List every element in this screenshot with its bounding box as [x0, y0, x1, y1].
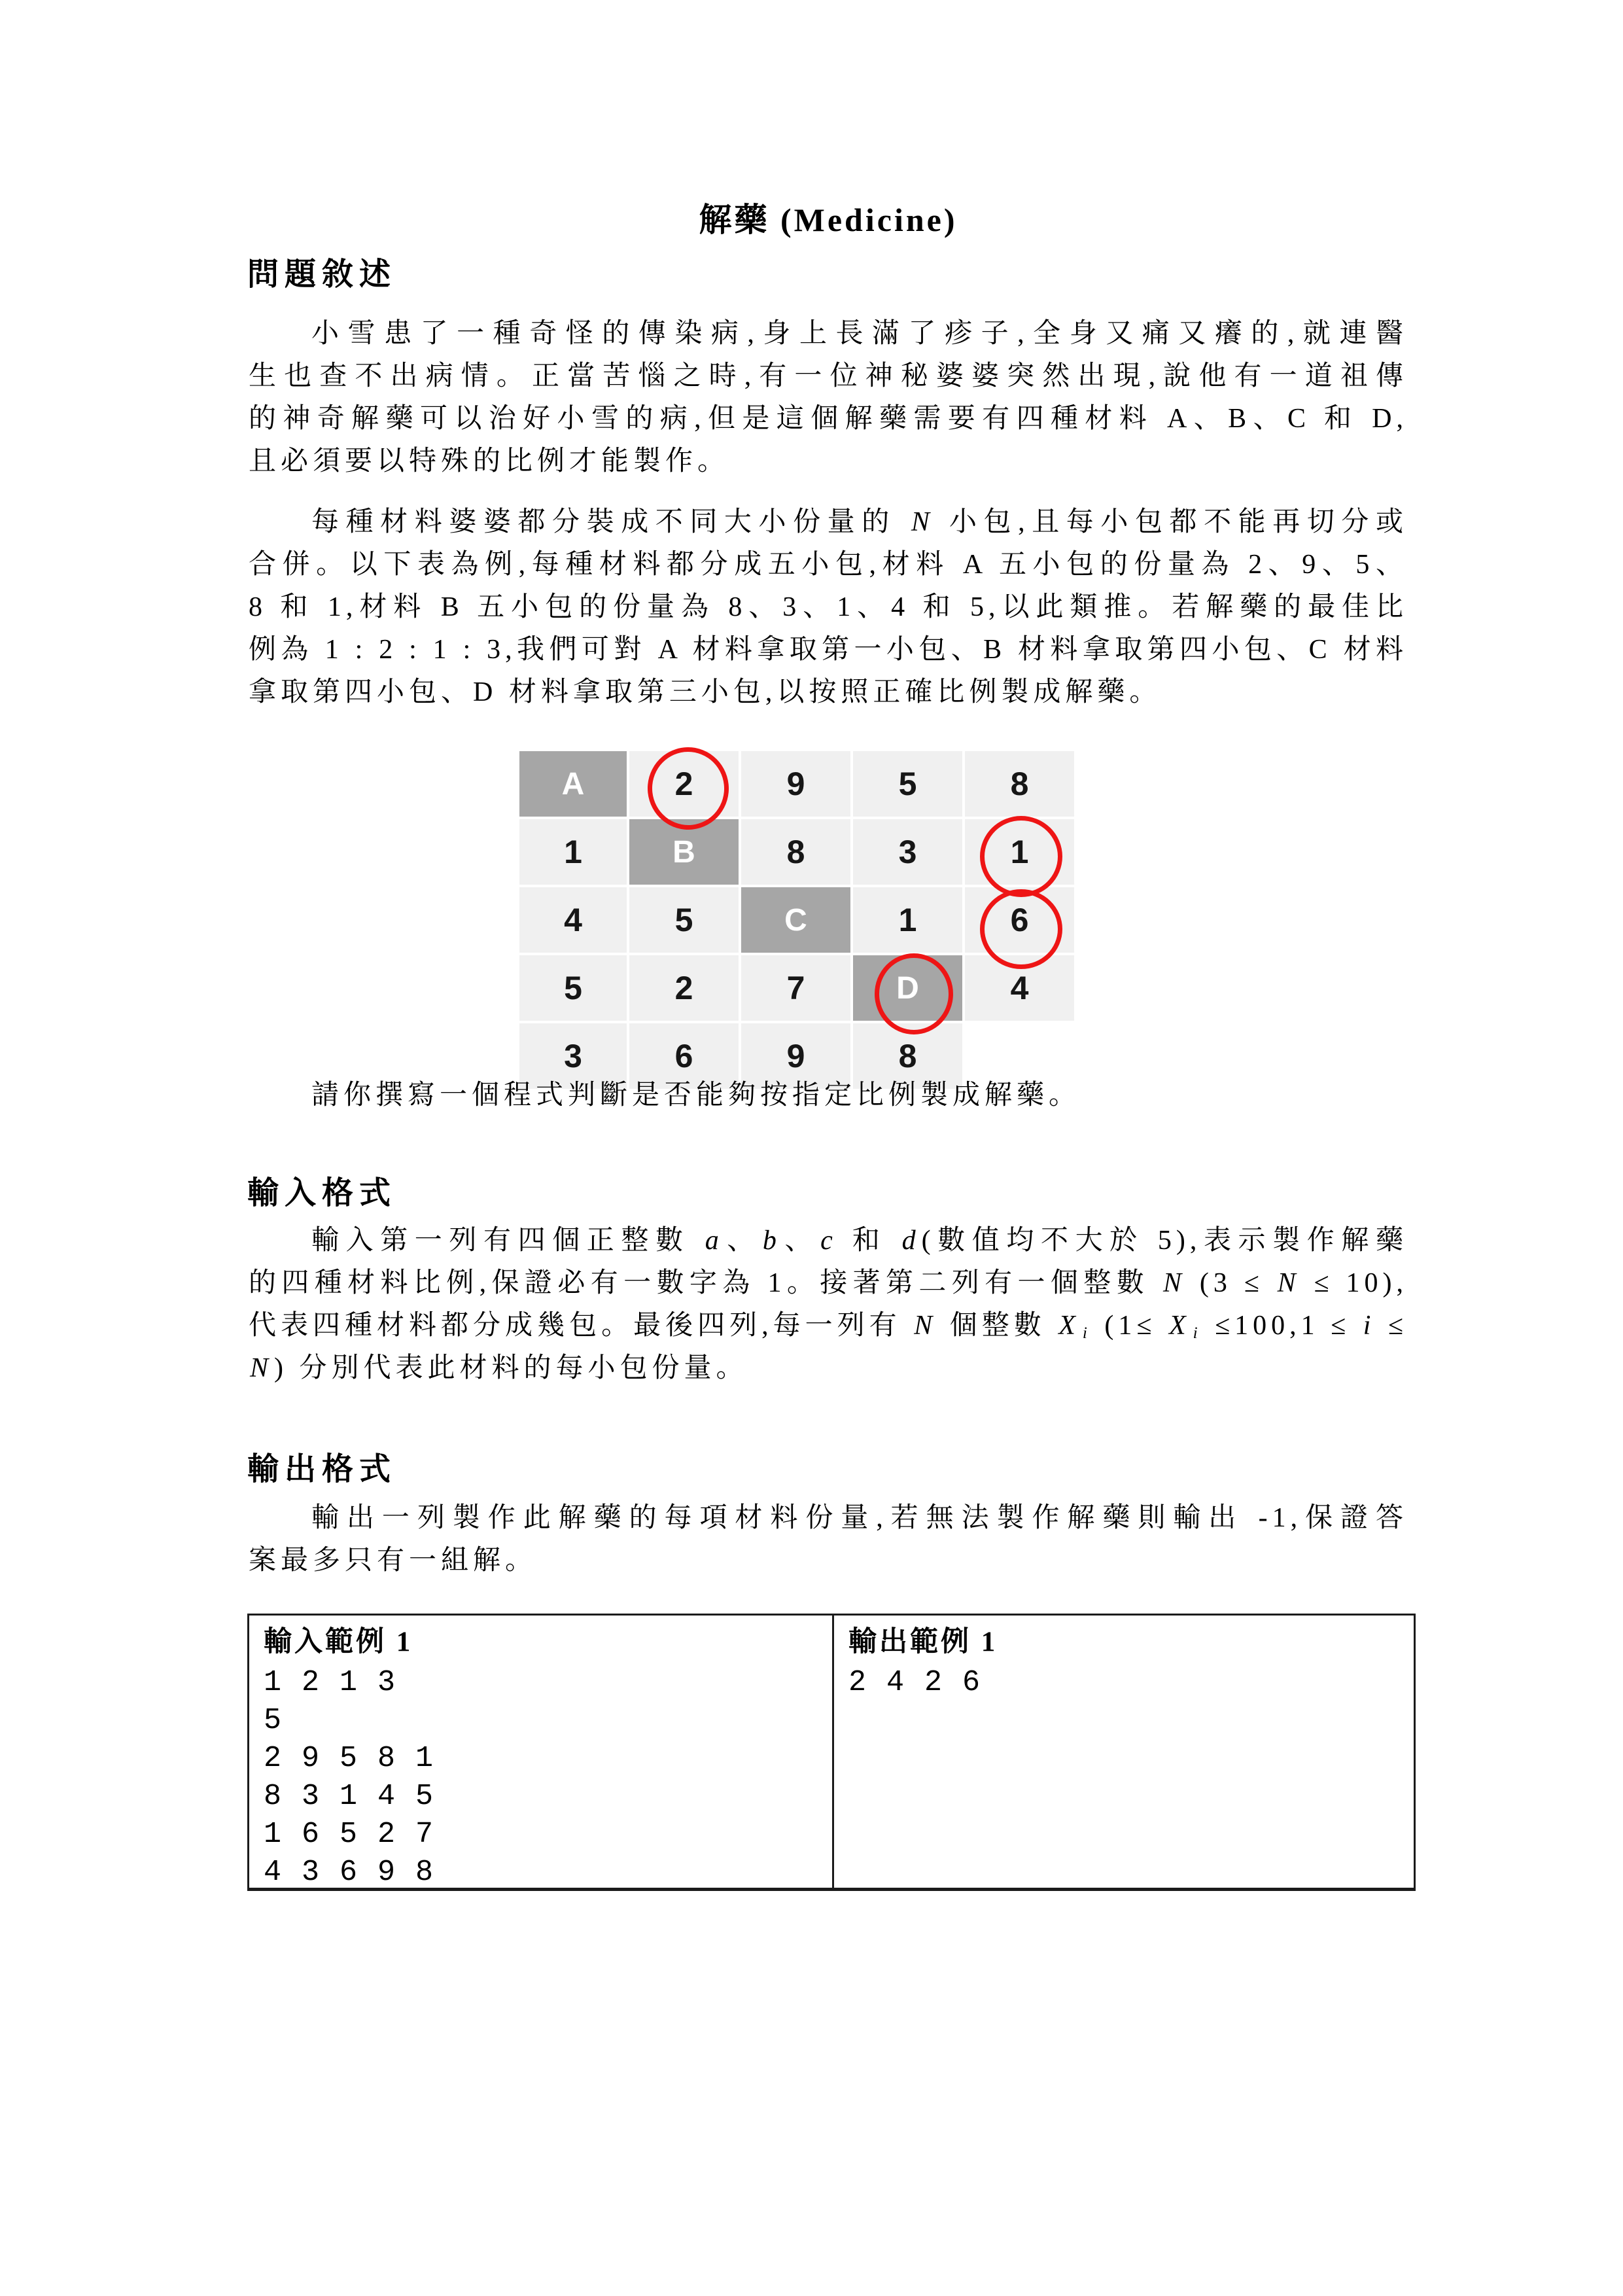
problem-paragraph-1	[249, 313, 1408, 483]
text-line: 8 和 1,材料 B 五小包的份量為 8、3、1、4 和 5,以此類推。若解藥的最佳比	[249, 592, 1408, 622]
row-header-c: C	[741, 887, 850, 953]
sample-input-header: 輸入範例 1	[264, 1627, 413, 1657]
input-format-paragraph	[249, 1220, 1408, 1390]
cell-b5: 5	[629, 887, 739, 953]
cell-c2: 6	[965, 887, 1074, 953]
ingredients-grid	[519, 751, 1186, 1089]
cell-d1: 4	[965, 955, 1074, 1021]
text-line: 的神奇解藥可以治好小雪的病,但是這個解藥需要有四種材料 A、B、C 和 D,	[249, 404, 1408, 434]
text-line: 且必須要以特殊的比例才能製作。	[249, 446, 730, 476]
row-header-a: A	[519, 751, 627, 817]
sample-input-column	[249, 1616, 834, 1888]
sample-io-table	[247, 1614, 1416, 1891]
cell-d4: 9	[741, 1023, 850, 1089]
red-circle-annotation-d3	[875, 953, 953, 1034]
section-heading-output-format: 輸出格式	[247, 1452, 397, 1487]
cell-b4: 4	[519, 887, 627, 953]
text-line: 的四種材料比例,保證必有一數字為 1。接著第二列有一個整數 N (3 ≤ N ≤ 10),	[249, 1268, 1408, 1298]
sample-output-header: 輸出範例 1	[848, 1627, 998, 1657]
cell-a3: 5	[853, 751, 962, 817]
output-format-paragraph	[249, 1497, 1408, 1582]
cell-c5: 7	[741, 955, 850, 1021]
section-heading-input-format: 輸入格式	[247, 1176, 397, 1210]
task-paragraph	[249, 1074, 1408, 1117]
problem-paragraph-2	[249, 501, 1408, 714]
text-line: 例為 1 : 2 : 1 : 3,我們可對 A 材料拿取第一小包、B 材料拿取第四小包、C 材料	[249, 635, 1408, 665]
cell-d2: 3	[519, 1023, 627, 1089]
sample-input-line: 2 9 5 8 1	[264, 1742, 435, 1775]
row-header-d: D	[853, 955, 962, 1021]
red-circle-annotation-b4	[980, 816, 1062, 897]
red-circle-annotation-c4	[980, 889, 1062, 969]
cell-c4: 2	[629, 955, 739, 1021]
ingredients-table	[519, 751, 1186, 1074]
text-line: 請你撰寫一個程式判斷是否能夠按指定比例製成解藥。	[311, 1080, 1081, 1110]
sample-input-line: 1 6 5 2 7	[264, 1818, 435, 1851]
sample-input-line: 1 2 1 3	[264, 1666, 397, 1699]
section-heading-problem: 問題敘述	[247, 257, 397, 292]
sample-input-line: 4 3 6 9 8	[264, 1856, 435, 1889]
sample-output-line: 2 4 2 6	[848, 1666, 982, 1699]
sample-output-column	[834, 1616, 1414, 1888]
cell-a4: 8	[965, 751, 1074, 817]
text-line: 合併。以下表為例,每種材料都分成五小包,材料 A 五小包的份量為 2、9、5、	[249, 550, 1408, 580]
text-line: 拿取第四小包、D 材料拿取第三小包,以按照正確比例製成解藥。	[249, 677, 1162, 707]
cell-a5: 1	[519, 819, 627, 885]
cell-c1: 1	[853, 887, 962, 953]
cell-c3: 5	[519, 955, 627, 1021]
cell-b2: 3	[853, 819, 962, 885]
row-header-b: B	[629, 819, 739, 885]
text-line: 輸出一列製作此解藥的每項材料份量,若無法製作解藥則輸出 -1,保證答	[311, 1503, 1408, 1533]
text-line: 代表四種材料都分成幾包。最後四列,每一列有 N 個整數 X $_i$ (1≤ X $_i$ ≤100,1 ≤ i ≤	[249, 1311, 1408, 1343]
sample-input-line: 8 3 1 4 5	[264, 1780, 435, 1813]
text-line: 每種材料婆婆都分裝成不同大小份量的 N 小包,且每小包都不能再切分或	[311, 507, 1408, 537]
sample-input-line: 5	[264, 1704, 283, 1737]
cell-d5: 8	[853, 1023, 962, 1089]
text-line: 案最多只有一組解。	[249, 1545, 538, 1576]
cell-a1: 2	[629, 751, 739, 817]
text-line: 小雪患了一種奇怪的傳染病,身上長滿了疹子,全身又痛又癢的,就連醫	[311, 319, 1408, 349]
text-line: 生也查不出病情。正當苦惱之時,有一位神秘婆婆突然出現,說他有一道祖傳	[249, 361, 1408, 391]
cell-b3: 1	[965, 819, 1074, 885]
text-line: N) 分別代表此材料的每小包份量。	[250, 1353, 748, 1383]
page-title: 解藥 (Medicine)	[699, 202, 958, 238]
cell-b1: 8	[741, 819, 850, 885]
cell-d3: 6	[629, 1023, 739, 1089]
text-line: 輸入第一列有四個正整數 a、b、c 和 d(數值均不大於 5),表示製作解藥	[311, 1226, 1408, 1256]
cell-a2: 9	[741, 751, 850, 817]
